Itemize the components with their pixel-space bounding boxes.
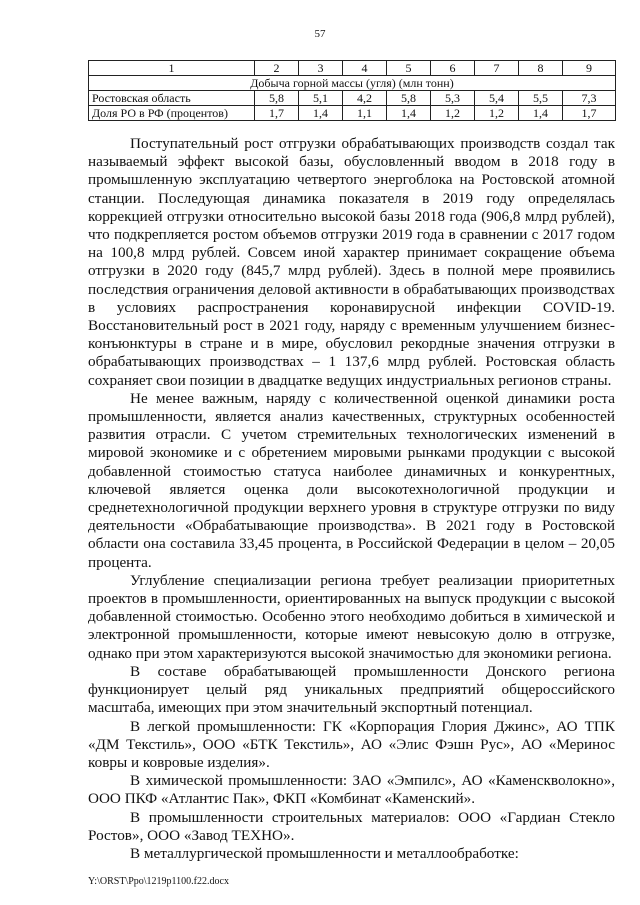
table-cell: 1,4 <box>519 106 563 121</box>
table-cell: 1,2 <box>475 106 519 121</box>
table-cell: 5,5 <box>519 91 563 106</box>
header-cell: 3 <box>299 61 343 76</box>
table-cell: 1,7 <box>563 106 616 121</box>
coal-production-table <box>88 60 616 121</box>
page-number: 57 <box>314 28 326 40</box>
row-label: Доля РО в РФ (процентов) <box>89 106 255 121</box>
table-cell: 1,4 <box>299 106 343 121</box>
table-row <box>89 106 616 121</box>
header-cell: 9 <box>563 61 616 76</box>
paragraph: В составе обрабатывающей промышленности Донского региона функционирует целый ряд уникальных предприятий общероссийского масштаба, имеющих при этом значительный экспортный потенциал. <box>88 662 615 717</box>
header-cell: 5 <box>387 61 431 76</box>
paragraph: Поступательный рост отгрузки обрабатывающих производств создал так называемый эффект высокой базы, обусловленный вводом в 2018 году в промышленную эксплуатацию четвертого энергоблока на Ростовской атомной станции. Последующая динамика показателя в 2019 году определялась коррекцией отгрузки относительно высокой базы 2018 года (906,8 млрд рублей), что подкрепляется ростом объемов отгрузки 2019 года в сравнении с 2017 годом на 100,8 млрд рублей. Совсем иной характер принимает сокращение объема отгрузки в 2020 году (845,7 млрд рублей). Здесь в полной мере проявились последствия ограничения деловой активности в обрабатывающих производствах в условиях распространения коронавирусной инфекции COVID-19. Восстановительный рост в 2021 году, наряду с временным улучшением бизнес-конъюнктуры в стране и в мире, обусловил рекордные значения отгрузки в обрабатывающих производствах – 1 137,6 млрд рублей. Ростовская область сохраняет свои позиции в двадцатке ведущих индустриальных регионов страны. <box>88 135 615 389</box>
table-cell: 5,8 <box>255 91 299 106</box>
table-cell: 7,3 <box>563 91 616 106</box>
table-cell: 5,4 <box>475 91 519 106</box>
header-cell: 8 <box>519 61 563 76</box>
paragraph: В легкой промышленности: ГК «Корпорация Глория Джинс», АО ТПК «ДМ Текстиль», ООО «БТК Текстиль», АО «Элис Фэшн Рус», АО «Меринос ковры и ковровые изделия». <box>88 717 615 771</box>
table-cell: 1,7 <box>255 106 299 121</box>
row-label: Ростовская область <box>89 91 255 106</box>
paragraph: В металлургической промышленности и металлообработке: <box>130 844 519 862</box>
table-cell: 5,3 <box>431 91 475 106</box>
header-cell: 2 <box>255 61 299 76</box>
paragraph: Не менее важным, наряду с количественной оценкой динамики роста промышленности, является анализ качественных, структурных особенностей развития отрасли. С учетом стремительных технологических изменений в мировой экономике и с обретением мировыми рынками продукции с высокой добавленной стоимостью статуса наиболее динамичных и конкурентных, ключевой является оценка доли высокотехнологичной продукции и среднетехнологичной продукции верхнего уровня в структуре отгрузки по виду деятельности «Обрабатывающие производства». В 2021 году в Ростовской области она составила 33,45 процента, в Российской Федерации в целом – 20,05 процента. <box>88 389 615 571</box>
header-cell: 7 <box>475 61 519 76</box>
table-cell: 4,2 <box>343 91 387 106</box>
paragraph: В химической промышленности: ЗАО «Эмпилс», АО «Каменскволокно», ООО ПКФ «Атлантис Пак», ФКП «Комбинат «Каменский». <box>88 772 615 808</box>
table-cell: 1,4 <box>387 106 431 121</box>
footer-file-path: Y:\ORST\Ppo\1219p1100.f22.docx <box>88 876 229 887</box>
table-cell: 5,8 <box>387 91 431 106</box>
document-body <box>88 135 615 863</box>
table-subheader: Добыча горной массы (угля) (млн тонн) <box>89 76 616 91</box>
header-cell: 4 <box>343 61 387 76</box>
header-cell: 6 <box>431 61 475 76</box>
paragraph: В промышленности строительных материалов: ООО «Гардиан Стекло Ростов», ООО «Завод ТЕХНО». <box>88 808 615 844</box>
table-cell: 1,1 <box>343 106 387 121</box>
table-cell: 5,1 <box>299 91 343 106</box>
table-subheader-row <box>89 76 616 91</box>
table-cell: 1,2 <box>431 106 475 121</box>
table-header-row <box>89 61 616 76</box>
paragraph: Углубление специализации региона требует реализации приоритетных проектов в промышленности, ориентированных на выпуск продукции с высокой добавленной стоимостью. Особенно этого необходимо добиться в химической и электронной промышленности, которые имеют невысокую долю в отгрузке, однако при этом характеризуются высокой значимостью для экономики региона. <box>88 571 615 662</box>
table-row <box>89 91 616 106</box>
header-cell: 1 <box>89 61 255 76</box>
